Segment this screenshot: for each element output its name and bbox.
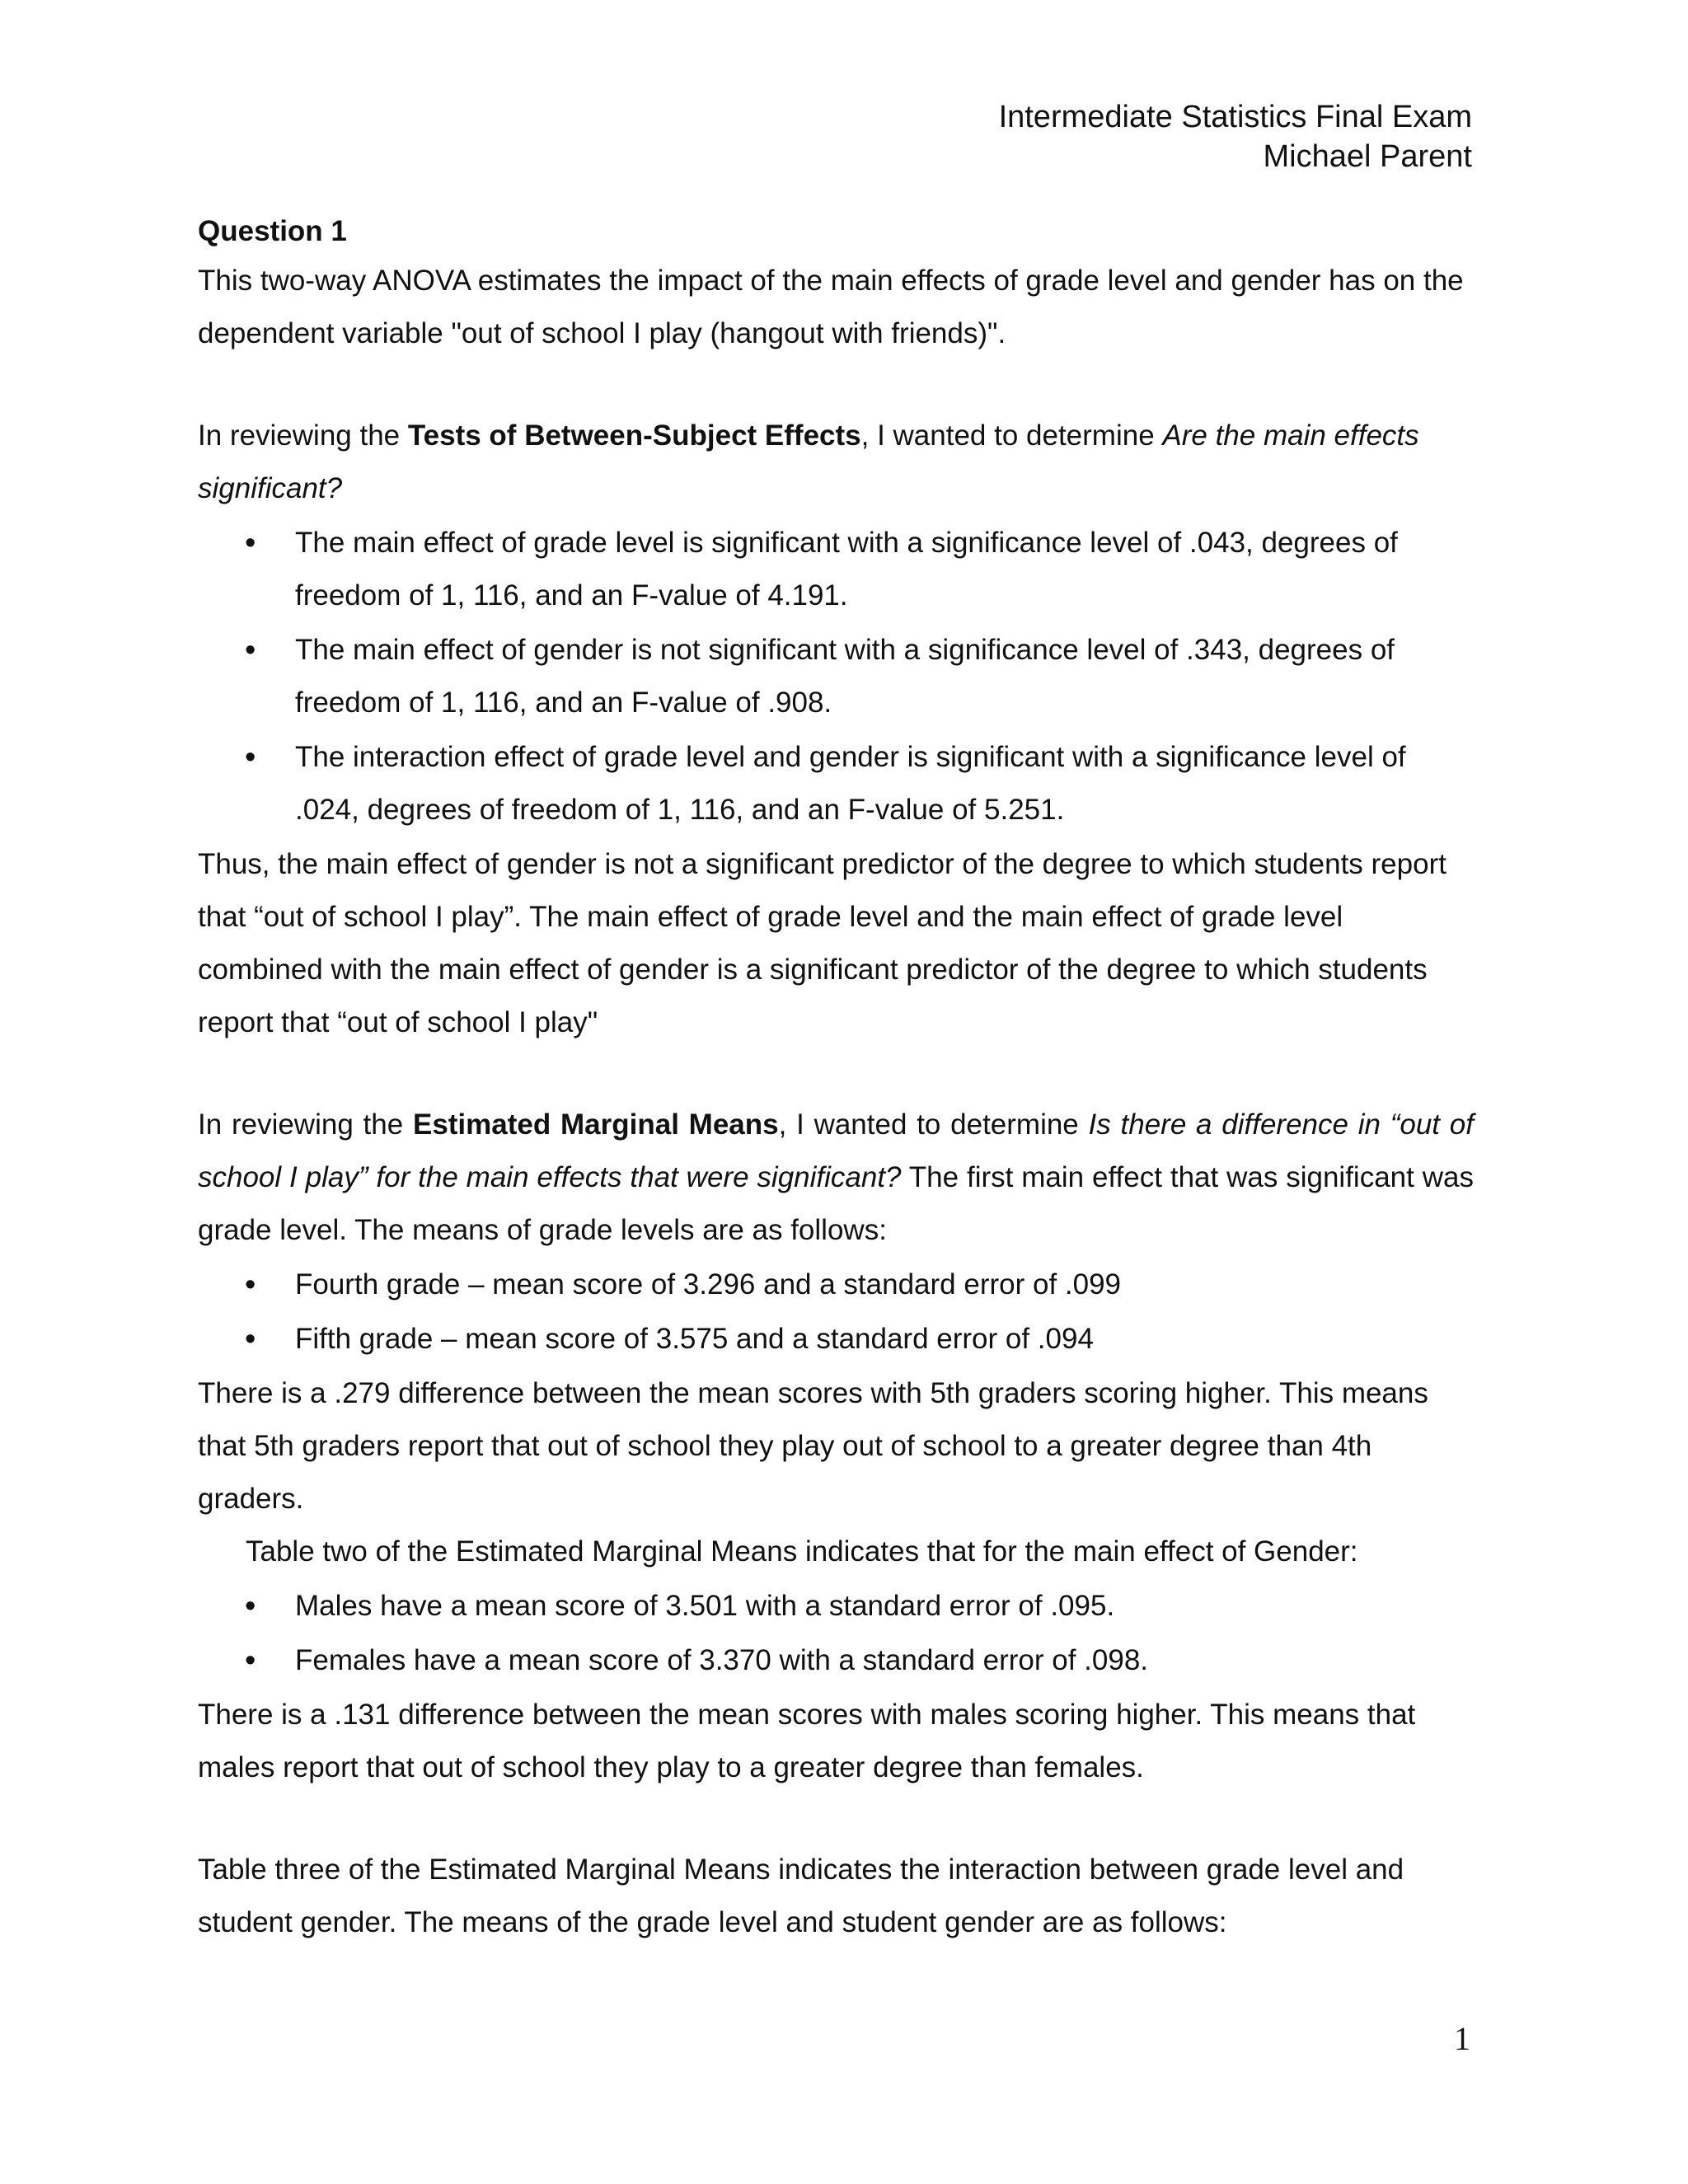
header-author: Michael Parent — [1263, 139, 1472, 174]
list-item: • Males have a mean score of 3.501 with a standard error of .095. — [198, 1580, 1474, 1633]
page-number: 1 — [1454, 2020, 1470, 2057]
spacer — [198, 1049, 1474, 1099]
spacer — [198, 1794, 1474, 1844]
tests-mid: , I wanted to determine — [860, 419, 1163, 452]
marginal-mid: , I wanted to determine — [778, 1108, 1089, 1141]
marginal-tail: The first main effect that was significant was grade level. The means of grade levels are as follows: — [198, 1161, 1474, 1246]
tests-paragraph — [198, 410, 1474, 515]
tests-lead: In reviewing the — [198, 419, 408, 452]
list-item: • Fifth grade – mean score of 3.575 and a standard error of .094 — [198, 1313, 1474, 1366]
list-item: • Fourth grade – mean score of 3.296 and a standard error of .099 — [198, 1258, 1474, 1311]
marginal-lead: In reviewing the — [198, 1108, 413, 1141]
marginal-heading: Estimated Marginal Means — [412, 1108, 779, 1141]
list-item: • The interaction effect of grade level and gender is significant with a significance level of .024, degrees of freedom of 1, 116, and an F-value of 5.251. — [198, 731, 1474, 837]
intro-paragraph: This two-way ANOVA estimates the impact of the main effects of grade level and gender has on the dependent variable "out of school I play (hangout with friends)". — [198, 265, 1464, 349]
interaction-intro: Table three of the Estimated Marginal Means indicates the interaction between grade level and student gender. The means of the grade level and student gender are as follows: — [198, 1854, 1404, 1938]
page-header — [999, 97, 1472, 176]
list-item: • The main effect of grade level is significant with a significance level of .043, degrees of freedom of 1, 116, and an F-value of 4.191. — [198, 517, 1474, 622]
document-body — [198, 209, 1474, 1949]
tests-bullet-list — [198, 517, 1474, 837]
marginal-question: Is there a difference in “out of school I play” for the main effects that were significant? — [198, 1108, 1474, 1193]
marginal-paragraph — [198, 1099, 1474, 1257]
spacer — [198, 360, 1474, 410]
gender-bullet-list — [198, 1580, 1474, 1687]
list-item: • Females have a mean score of 3.370 with a standard error of .098. — [198, 1634, 1474, 1687]
list-item: • The main effect of gender is not significant with a significance level of .343, degrees of freedom of 1, 116, and an F-value of .908. — [198, 624, 1474, 729]
grade-conclusion: There is a .279 difference between the mean scores with 5th graders scoring higher. This means that 5th graders report that out of school they play out of school to a greater degree than 4th graders. — [198, 1377, 1428, 1515]
tests-conclusion: Thus, the main effect of gender is not a significant predictor of the degree to which students report that “out of school I play”. The main effect of grade level and the main effect of grade level combined with the main effect of gender is a significant predictor of the degree to which students report that “out of school I play" — [198, 848, 1447, 1038]
grade-bullet-list — [198, 1258, 1474, 1366]
question-title: Question 1 — [198, 215, 347, 247]
gender-conclusion: There is a .131 difference between the mean scores with males scoring higher. This means that males report that out of school they play to a greater degree than females. — [198, 1699, 1416, 1783]
tests-question: Are the main effects significant? — [198, 419, 1419, 504]
gender-intro: Table two of the Estimated Marginal Means indicates that for the main effect of Gender: — [246, 1535, 1358, 1568]
tests-heading: Tests of Between-Subject Effects — [407, 419, 861, 452]
header-course-title: Intermediate Statistics Final Exam — [998, 100, 1472, 134]
